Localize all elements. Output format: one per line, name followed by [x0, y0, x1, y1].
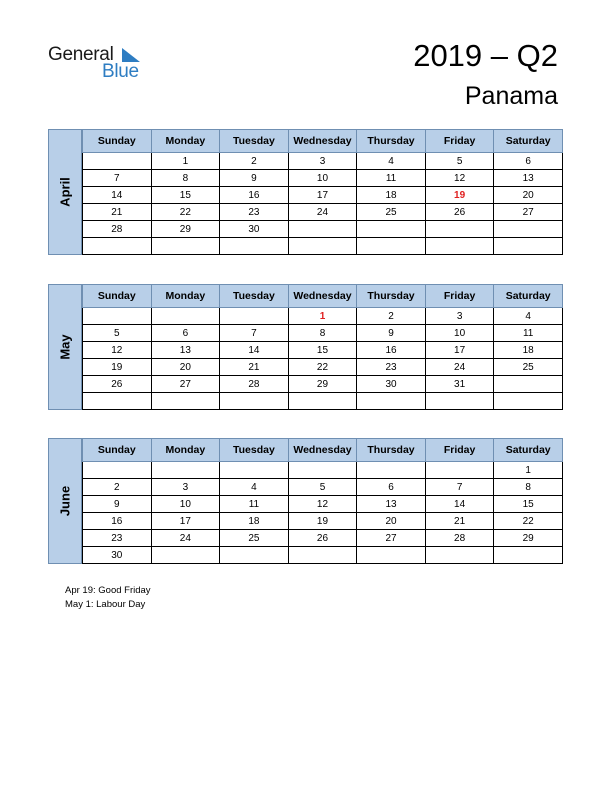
weekday-header: Monday	[151, 285, 220, 308]
day-cell: 12	[288, 496, 357, 513]
month-block-2	[48, 438, 563, 564]
weekday-header: Sunday	[83, 285, 152, 308]
week-row	[83, 325, 563, 342]
day-cell	[220, 547, 289, 564]
day-cell: 9	[357, 325, 426, 342]
week-row	[83, 342, 563, 359]
month-name: April	[57, 177, 73, 207]
day-cell: 4	[357, 153, 426, 170]
day-cell	[83, 308, 152, 325]
month-block-0	[48, 129, 563, 255]
day-cell	[288, 547, 357, 564]
day-cell: 24	[288, 204, 357, 221]
day-cell	[357, 221, 426, 238]
weekday-header: Wednesday	[288, 285, 357, 308]
day-cell: 15	[151, 187, 220, 204]
page-title: 2019 – Q2	[413, 38, 558, 73]
day-cell: 28	[220, 376, 289, 393]
day-cell	[151, 462, 220, 479]
day-cell: 11	[220, 496, 289, 513]
day-cell: 29	[151, 221, 220, 238]
weekday-header: Sunday	[83, 130, 152, 153]
logo-general-text: General	[48, 44, 114, 65]
day-cell: 22	[288, 359, 357, 376]
day-cell: 1	[151, 153, 220, 170]
month-label	[48, 438, 82, 564]
day-cell: 4	[220, 479, 289, 496]
day-cell: 28	[425, 530, 494, 547]
day-cell: 8	[151, 170, 220, 187]
week-row	[83, 153, 563, 170]
day-cell	[83, 153, 152, 170]
day-cell: 26	[425, 204, 494, 221]
weekday-header: Friday	[425, 130, 494, 153]
day-cell	[357, 238, 426, 255]
holiday-note: Apr 19: Good Friday	[65, 585, 151, 596]
day-cell	[425, 462, 494, 479]
day-cell	[151, 238, 220, 255]
day-cell: 19	[83, 359, 152, 376]
day-cell: 7	[425, 479, 494, 496]
day-cell	[83, 462, 152, 479]
day-cell	[425, 547, 494, 564]
day-cell: 14	[425, 496, 494, 513]
day-cell	[220, 462, 289, 479]
week-row	[83, 393, 563, 410]
day-cell	[288, 238, 357, 255]
month-table	[82, 129, 563, 255]
week-row	[83, 308, 563, 325]
logo	[48, 44, 158, 84]
day-cell	[494, 221, 563, 238]
logo-flag-icon	[122, 48, 140, 62]
day-cell: 11	[494, 325, 563, 342]
week-row	[83, 376, 563, 393]
logo-blue-text: Blue	[102, 61, 139, 82]
day-cell: 18	[357, 187, 426, 204]
day-cell: 27	[494, 204, 563, 221]
weekday-header: Wednesday	[288, 439, 357, 462]
day-cell	[288, 462, 357, 479]
day-cell: 12	[425, 170, 494, 187]
day-cell: 15	[494, 496, 563, 513]
day-cell	[220, 308, 289, 325]
week-row	[83, 547, 563, 564]
weekday-header: Monday	[151, 439, 220, 462]
day-cell: 21	[425, 513, 494, 530]
day-cell: 20	[151, 359, 220, 376]
weekday-header-row	[83, 285, 563, 308]
weekday-header: Monday	[151, 130, 220, 153]
day-cell: 5	[83, 325, 152, 342]
day-cell: 21	[220, 359, 289, 376]
week-row	[83, 238, 563, 255]
day-cell: 3	[288, 153, 357, 170]
day-cell: 10	[288, 170, 357, 187]
day-cell: 19	[288, 513, 357, 530]
day-cell: 3	[151, 479, 220, 496]
day-cell: 16	[220, 187, 289, 204]
day-cell: 17	[151, 513, 220, 530]
day-cell	[220, 393, 289, 410]
day-cell: 8	[288, 325, 357, 342]
day-cell: 13	[151, 342, 220, 359]
day-cell: 6	[494, 153, 563, 170]
day-cell: 16	[357, 342, 426, 359]
day-cell: 24	[425, 359, 494, 376]
week-row	[83, 479, 563, 496]
day-cell: 26	[83, 376, 152, 393]
day-cell: 9	[220, 170, 289, 187]
day-cell: 12	[83, 342, 152, 359]
day-cell: 6	[151, 325, 220, 342]
day-cell	[357, 393, 426, 410]
day-cell: 7	[220, 325, 289, 342]
day-cell: 30	[357, 376, 426, 393]
week-row	[83, 513, 563, 530]
holiday-notes	[65, 584, 151, 612]
day-cell	[494, 238, 563, 255]
day-cell	[151, 393, 220, 410]
day-cell: 8	[494, 479, 563, 496]
day-cell: 30	[220, 221, 289, 238]
day-cell: 3	[425, 308, 494, 325]
week-row	[83, 221, 563, 238]
day-cell: 5	[288, 479, 357, 496]
day-cell: 1	[288, 308, 357, 325]
weekday-header: Tuesday	[220, 285, 289, 308]
day-cell: 19	[425, 187, 494, 204]
day-cell: 27	[357, 530, 426, 547]
weekday-header: Wednesday	[288, 130, 357, 153]
week-row	[83, 496, 563, 513]
month-label	[48, 129, 82, 255]
day-cell: 23	[220, 204, 289, 221]
day-cell: 2	[357, 308, 426, 325]
country-name: Panama	[464, 82, 558, 110]
day-cell: 21	[83, 204, 152, 221]
day-cell: 13	[357, 496, 426, 513]
weekday-header: Tuesday	[220, 130, 289, 153]
day-cell: 7	[83, 170, 152, 187]
weekday-header: Saturday	[494, 439, 563, 462]
day-cell: 4	[494, 308, 563, 325]
week-row	[83, 170, 563, 187]
day-cell: 24	[151, 530, 220, 547]
day-cell: 23	[357, 359, 426, 376]
day-cell: 28	[83, 221, 152, 238]
day-cell: 20	[494, 187, 563, 204]
day-cell: 10	[425, 325, 494, 342]
day-cell	[357, 462, 426, 479]
day-cell: 23	[83, 530, 152, 547]
day-cell	[494, 376, 563, 393]
day-cell: 18	[494, 342, 563, 359]
day-cell: 20	[357, 513, 426, 530]
month-name: May	[57, 334, 73, 360]
month-table	[82, 284, 563, 410]
day-cell: 9	[83, 496, 152, 513]
week-row	[83, 359, 563, 376]
day-cell: 16	[83, 513, 152, 530]
day-cell	[220, 238, 289, 255]
weekday-header: Sunday	[83, 439, 152, 462]
day-cell: 2	[220, 153, 289, 170]
day-cell: 14	[220, 342, 289, 359]
month-label	[48, 284, 82, 410]
day-cell	[151, 547, 220, 564]
day-cell: 2	[83, 479, 152, 496]
day-cell: 17	[288, 187, 357, 204]
day-cell: 10	[151, 496, 220, 513]
week-row	[83, 187, 563, 204]
weekday-header: Friday	[425, 439, 494, 462]
day-cell: 15	[288, 342, 357, 359]
month-table	[82, 438, 563, 564]
week-row	[83, 204, 563, 221]
day-cell: 29	[494, 530, 563, 547]
day-cell: 11	[357, 170, 426, 187]
day-cell	[83, 238, 152, 255]
day-cell: 18	[220, 513, 289, 530]
holiday-note: May 1: Labour Day	[65, 599, 146, 610]
day-cell: 5	[425, 153, 494, 170]
weekday-header-row	[83, 439, 563, 462]
month-name: June	[57, 485, 73, 517]
day-cell: 17	[425, 342, 494, 359]
day-cell	[425, 393, 494, 410]
day-cell: 22	[151, 204, 220, 221]
day-cell: 29	[288, 376, 357, 393]
day-cell	[494, 547, 563, 564]
week-row	[83, 530, 563, 547]
day-cell: 22	[494, 513, 563, 530]
day-cell	[425, 238, 494, 255]
day-cell: 25	[494, 359, 563, 376]
day-cell: 14	[83, 187, 152, 204]
day-cell	[425, 221, 494, 238]
day-cell: 31	[425, 376, 494, 393]
weekday-header: Saturday	[494, 130, 563, 153]
weekday-header: Saturday	[494, 285, 563, 308]
weekday-header: Tuesday	[220, 439, 289, 462]
day-cell	[83, 393, 152, 410]
day-cell	[288, 393, 357, 410]
day-cell: 6	[357, 479, 426, 496]
weekday-header: Thursday	[357, 439, 426, 462]
day-cell	[357, 547, 426, 564]
day-cell: 27	[151, 376, 220, 393]
day-cell: 13	[494, 170, 563, 187]
day-cell: 25	[357, 204, 426, 221]
day-cell: 25	[220, 530, 289, 547]
weekday-header: Friday	[425, 285, 494, 308]
day-cell: 30	[83, 547, 152, 564]
month-block-1	[48, 284, 563, 410]
day-cell	[288, 221, 357, 238]
day-cell: 26	[288, 530, 357, 547]
week-row	[83, 462, 563, 479]
day-cell	[151, 308, 220, 325]
weekday-header: Thursday	[357, 285, 426, 308]
day-cell	[494, 393, 563, 410]
weekday-header: Thursday	[357, 130, 426, 153]
day-cell: 1	[494, 462, 563, 479]
weekday-header-row	[83, 130, 563, 153]
